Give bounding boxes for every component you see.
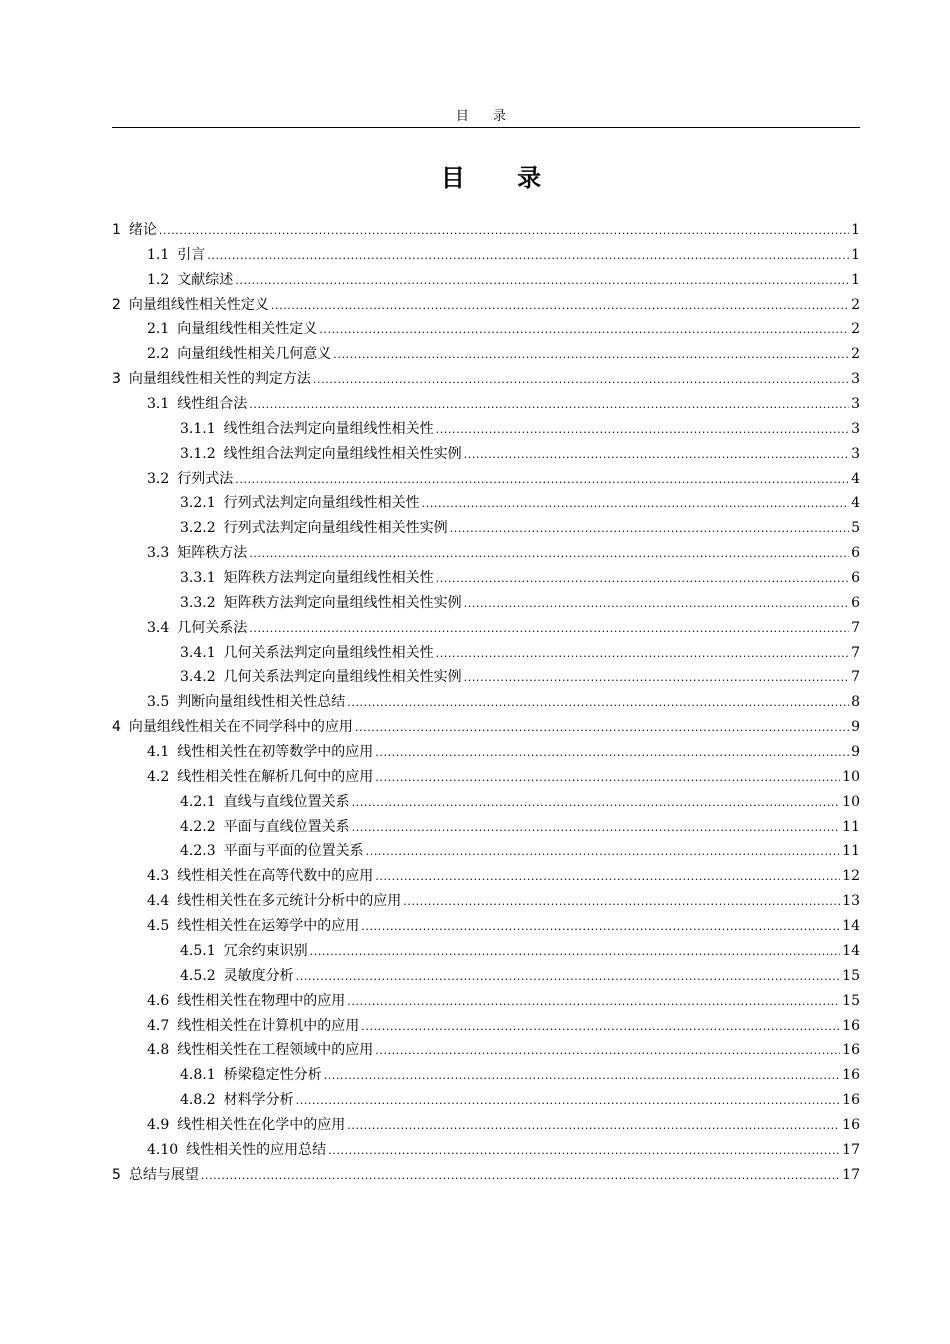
- toc-entry-title: 向量组线性相关在不同学科中的应用: [128, 719, 353, 736]
- toc-entry[interactable]: [112, 839, 860, 864]
- toc-entry-page-number: 5: [851, 520, 860, 537]
- toc-entry-title: 几何关系法判定向量组线性相关性: [223, 644, 434, 661]
- running-header: 目 录: [455, 109, 517, 124]
- dot-leader: [207, 244, 849, 269]
- toc-entry[interactable]: [112, 864, 860, 889]
- toc-entry-number: 2: [112, 296, 121, 313]
- dot-leader: [464, 443, 849, 468]
- toc-entry-number: 4.8: [147, 1042, 170, 1059]
- toc-entry-title: 线性相关性在工程领域中的应用: [177, 1042, 374, 1059]
- toc-entry-page-number: 2: [851, 321, 860, 338]
- toc-entry[interactable]: [112, 268, 860, 293]
- toc-entry-page-number: 4: [851, 470, 860, 487]
- toc-entry-title: 灵敏度分析: [223, 967, 294, 984]
- toc-entry[interactable]: [112, 1113, 860, 1138]
- toc-entry-title: 线性组合法: [177, 396, 248, 413]
- toc-entry-number: 1: [112, 222, 121, 238]
- dot-leader: [347, 691, 849, 716]
- toc-entry[interactable]: [112, 964, 860, 989]
- toc-entry[interactable]: [112, 442, 860, 467]
- toc-entry-page-number: 11: [842, 818, 860, 835]
- toc-entry[interactable]: [112, 1138, 860, 1163]
- dot-leader: [296, 1089, 841, 1114]
- toc-entry-number: 3.1.1: [180, 420, 216, 437]
- toc-entry-number: 3.3.2: [180, 594, 216, 611]
- toc-entry-title: 桥梁稳定性分析: [223, 1067, 322, 1084]
- toc-entry-page-number: 15: [842, 967, 860, 984]
- toc-entry[interactable]: [112, 889, 860, 914]
- toc-entry-title: 矩阵秩方法: [177, 545, 248, 562]
- toc-entry[interactable]: [112, 293, 860, 318]
- dot-leader: [310, 940, 841, 965]
- toc-entry-title: 判断向量组线性相关性总结: [177, 694, 346, 711]
- dot-leader: [436, 642, 849, 667]
- dot-leader: [333, 343, 849, 368]
- toc-entry[interactable]: [112, 392, 860, 417]
- dot-leader: [249, 542, 849, 567]
- dot-leader: [361, 915, 840, 940]
- toc-entry[interactable]: [112, 641, 860, 666]
- dot-leader: [366, 840, 841, 865]
- toc-entry[interactable]: [112, 939, 860, 964]
- dot-leader: [296, 965, 841, 990]
- dot-leader: [235, 468, 849, 493]
- toc-entry-title: 向量组线性相关性定义: [177, 321, 318, 338]
- toc-entry-title: 线性相关性在初等数学中的应用: [177, 744, 374, 761]
- dot-leader: [375, 766, 840, 791]
- toc-entry-title: 线性组合法判定向量组线性相关性实例: [223, 445, 462, 462]
- toc-entry-page-number: 7: [851, 669, 860, 686]
- toc-entry-page-number: 13: [842, 893, 860, 910]
- toc-entry-number: 1.2: [147, 271, 170, 288]
- toc-entry-number: 3.1.2: [180, 445, 216, 462]
- toc-entry-page-number: 6: [851, 594, 860, 611]
- dot-leader: [436, 418, 849, 443]
- toc-entry[interactable]: [112, 914, 860, 939]
- toc-entry-title: 平面与平面的位置关系: [223, 843, 364, 860]
- toc-entry[interactable]: [112, 317, 860, 342]
- toc-entry-number: 4.5.1: [180, 942, 216, 959]
- toc-entry-page-number: 10: [842, 793, 860, 810]
- dot-leader: [271, 294, 849, 319]
- toc-entry-title: 线性相关性在化学中的应用: [177, 1116, 346, 1133]
- dot-leader: [361, 1015, 840, 1040]
- toc-entry-number: 3.2.2: [180, 520, 216, 537]
- toc-entry-page-number: 4: [851, 495, 860, 512]
- toc-entry-title: 几何关系法判定向量组线性相关性实例: [223, 669, 462, 686]
- toc-entry-page-number: 3: [851, 445, 860, 462]
- toc-entry[interactable]: [112, 566, 860, 591]
- toc-entry-number: 1.1: [147, 246, 170, 263]
- toc-entry-title: 直线与直线位置关系: [223, 793, 350, 810]
- toc-entry-title: 向量组线性相关性定义: [128, 296, 269, 313]
- dot-leader: [319, 318, 849, 343]
- toc-entry-page-number: 15: [842, 992, 860, 1009]
- dot-leader: [464, 592, 849, 617]
- dot-leader: [375, 741, 849, 766]
- dot-leader: [159, 219, 849, 244]
- toc-entry[interactable]: [112, 765, 860, 790]
- dot-leader: [375, 865, 840, 890]
- dot-leader: [375, 1039, 840, 1064]
- toc-entry-number: 2.2: [147, 346, 170, 363]
- toc-entry-number: 4.4: [147, 893, 170, 910]
- toc-entry[interactable]: [112, 591, 860, 616]
- dot-leader: [352, 816, 841, 841]
- dot-leader: [313, 368, 849, 393]
- dot-leader: [403, 890, 840, 915]
- toc-entry-page-number: 1: [851, 271, 860, 288]
- dot-leader: [328, 1139, 840, 1164]
- toc-entry[interactable]: [112, 790, 860, 815]
- dot-leader: [450, 517, 849, 542]
- toc-entry-number: 4.8.2: [180, 1092, 216, 1109]
- toc-entry[interactable]: [112, 1014, 860, 1039]
- toc-entry[interactable]: [112, 815, 860, 840]
- toc-entry[interactable]: [112, 541, 860, 566]
- toc-entry-title: 引言: [177, 246, 206, 263]
- dot-leader: [436, 567, 849, 592]
- toc-entry-title: 材料学分析: [223, 1092, 294, 1109]
- toc-entry[interactable]: [112, 1038, 860, 1063]
- toc-entry-page-number: 17: [842, 1166, 860, 1183]
- dot-leader: [422, 492, 849, 517]
- toc-entry[interactable]: [112, 1088, 860, 1113]
- toc-entry-title: 总结与展望: [128, 1166, 199, 1183]
- toc-entry-number: 4.2.2: [180, 818, 216, 835]
- header-rule: [112, 127, 860, 128]
- toc-entry-number: 3.3: [147, 545, 170, 562]
- toc-entry-number: 4.6: [147, 992, 170, 1009]
- toc-entry-number: 3.4.2: [180, 669, 216, 686]
- toc-entry[interactable]: [112, 740, 860, 765]
- toc-entry-page-number: 16: [842, 1017, 860, 1034]
- toc-entry-title: 线性相关性在解析几何中的应用: [177, 768, 374, 785]
- toc-entry-title: 线性相关性在计算机中的应用: [177, 1017, 360, 1034]
- dot-leader: [249, 617, 849, 642]
- toc-entry[interactable]: [112, 218, 860, 243]
- toc-entry-page-number: 9: [851, 719, 860, 736]
- table-of-contents: [112, 218, 860, 1188]
- toc-entry-number: 4.1: [147, 744, 170, 761]
- toc-entry-page-number: 7: [851, 619, 860, 636]
- toc-entry-page-number: 7: [851, 644, 860, 661]
- toc-entry-number: 4.8.1: [180, 1067, 216, 1084]
- toc-entry-title: 线性组合法判定向量组线性相关性: [223, 420, 434, 437]
- dot-leader: [352, 791, 841, 816]
- toc-entry-number: 3.1: [147, 396, 170, 413]
- dot-leader: [464, 666, 849, 691]
- toc-entry-number: 4.2.3: [180, 843, 216, 860]
- toc-entry[interactable]: [112, 715, 860, 740]
- dot-leader: [201, 1164, 840, 1189]
- dot-leader: [235, 269, 849, 294]
- toc-entry-number: 4: [112, 719, 121, 736]
- toc-entry-number: 5: [112, 1166, 121, 1183]
- toc-entry-page-number: 10: [842, 768, 860, 785]
- toc-entry[interactable]: [112, 467, 860, 492]
- toc-entry-number: 4.2.1: [180, 793, 216, 810]
- toc-entry[interactable]: [112, 989, 860, 1014]
- toc-entry[interactable]: [112, 342, 860, 367]
- toc-entry-page-number: 3: [851, 420, 860, 437]
- dot-leader: [347, 990, 840, 1015]
- toc-entry[interactable]: [112, 367, 860, 392]
- toc-entry-title: 绪论: [128, 222, 157, 238]
- toc-entry-page-number: 16: [842, 1067, 860, 1084]
- toc-entry-page-number: 2: [851, 346, 860, 363]
- toc-entry[interactable]: [112, 1063, 860, 1088]
- toc-entry-page-number: 16: [842, 1042, 860, 1059]
- toc-entry-title: 行列式法: [177, 470, 234, 487]
- toc-entry-page-number: 9: [851, 744, 860, 761]
- toc-entry[interactable]: [112, 243, 860, 268]
- toc-entry-number: 3: [112, 371, 121, 388]
- toc-entry-title: 线性相关性在高等代数中的应用: [177, 868, 374, 885]
- toc-entry-title: 矩阵秩方法判定向量组线性相关性实例: [223, 594, 462, 611]
- toc-entry-number: 4.10: [147, 1141, 179, 1158]
- toc-entry-title: 向量组线性相关几何意义: [177, 346, 332, 363]
- toc-entry-page-number: 8: [851, 694, 860, 711]
- toc-entry-page-number: 2: [851, 296, 860, 313]
- toc-entry-page-number: 1: [851, 246, 860, 263]
- dot-leader: [249, 393, 849, 418]
- toc-entry[interactable]: [112, 616, 860, 641]
- toc-entry-number: 4.5: [147, 918, 170, 935]
- toc-entry-number: 3.4.1: [180, 644, 216, 661]
- toc-entry-number: 2.1: [147, 321, 170, 338]
- toc-entry-page-number: 12: [842, 868, 860, 885]
- toc-entry-number: 3.3.1: [180, 570, 216, 587]
- toc-entry[interactable]: [112, 516, 860, 541]
- toc-entry-title: 线性相关性在多元统计分析中的应用: [177, 893, 402, 910]
- toc-entry-page-number: 14: [842, 918, 860, 935]
- toc-entry[interactable]: [112, 491, 860, 516]
- toc-entry-page-number: 16: [842, 1116, 860, 1133]
- toc-entry-page-number: 17: [842, 1141, 860, 1158]
- toc-entry-page-number: 16: [842, 1092, 860, 1109]
- toc-entry-title: 向量组线性相关性的判定方法: [128, 371, 311, 388]
- toc-entry-page-number: 6: [851, 545, 860, 562]
- toc-entry-title: 行列式法判定向量组线性相关性: [223, 495, 420, 512]
- toc-entry-number: 3.2: [147, 470, 170, 487]
- toc-entry-title: 线性相关性在物理中的应用: [177, 992, 346, 1009]
- dot-leader: [347, 1114, 840, 1139]
- toc-title: 目 录: [440, 164, 564, 192]
- toc-entry-number: 4.5.2: [180, 967, 216, 984]
- toc-entry-page-number: 6: [851, 570, 860, 587]
- toc-entry-number: 4.9: [147, 1116, 170, 1133]
- toc-entry-title: 矩阵秩方法判定向量组线性相关性: [223, 570, 434, 587]
- dot-leader: [324, 1064, 841, 1089]
- toc-entry[interactable]: [112, 1163, 860, 1188]
- toc-entry-title: 平面与直线位置关系: [223, 818, 350, 835]
- toc-entry-number: 3.4: [147, 619, 170, 636]
- toc-entry-page-number: 3: [851, 371, 860, 388]
- toc-entry-number: 3.2.1: [180, 495, 216, 512]
- toc-entry-title: 行列式法判定向量组线性相关性实例: [223, 520, 448, 537]
- toc-entry-page-number: 3: [851, 396, 860, 413]
- toc-entry-title: 线性相关性在运筹学中的应用: [177, 918, 360, 935]
- toc-entry-number: 3.5: [147, 694, 170, 711]
- toc-entry-number: 4.2: [147, 768, 170, 785]
- toc-entry-page-number: 1: [851, 222, 860, 238]
- toc-entry-number: 4.3: [147, 868, 170, 885]
- toc-entry-number: 4.7: [147, 1017, 170, 1034]
- toc-entry[interactable]: [112, 665, 860, 690]
- toc-entry-title: 文献综述: [177, 271, 234, 288]
- toc-entry-title: 线性相关性的应用总结: [186, 1141, 327, 1158]
- toc-entry-page-number: 11: [842, 843, 860, 860]
- toc-entry[interactable]: [112, 690, 860, 715]
- toc-entry[interactable]: [112, 417, 860, 442]
- toc-entry-title: 冗余约束识别: [223, 942, 308, 959]
- dot-leader: [355, 716, 849, 741]
- toc-entry-title: 几何关系法: [177, 619, 248, 636]
- toc-entry-page-number: 14: [842, 942, 860, 959]
